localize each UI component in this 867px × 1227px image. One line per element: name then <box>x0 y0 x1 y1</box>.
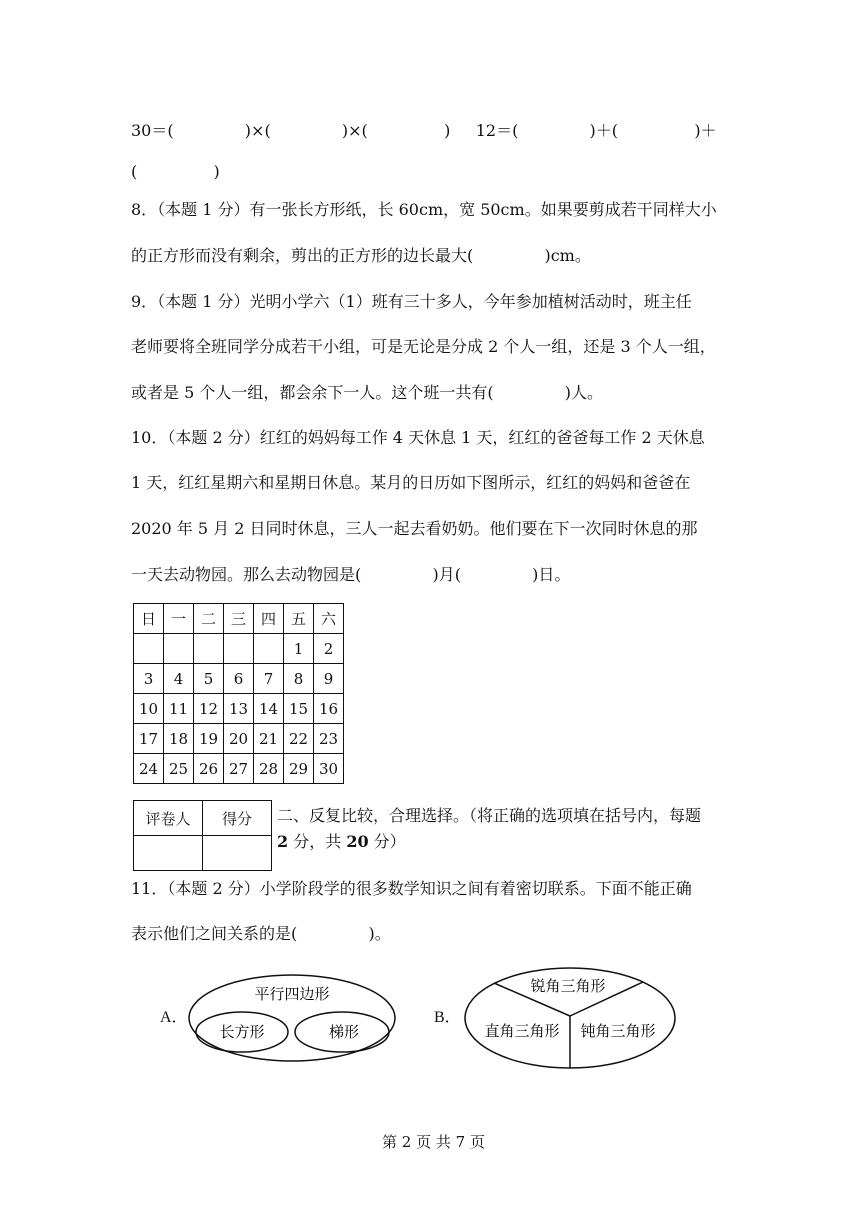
calendar-day-cell <box>194 634 224 664</box>
calendar-header-row <box>134 604 344 634</box>
calendar-day-cell: 23 <box>314 724 344 754</box>
calendar-header-cell: 四 <box>254 604 284 634</box>
option-b-right-label: 钝角三角形 <box>580 1022 656 1040</box>
grader-cell[interactable] <box>134 836 203 871</box>
calendar-week-row <box>134 754 344 784</box>
calendar-day-cell: 5 <box>194 664 224 694</box>
calendar-day-cell: 2 <box>314 634 344 664</box>
option-a-left-label: 长方形 <box>219 1023 265 1041</box>
calendar-header-cell: 三 <box>224 604 254 634</box>
option-b-diagram <box>460 964 680 1074</box>
calendar-day-cell: 21 <box>254 724 284 754</box>
calendar-day-cell: 12 <box>194 694 224 724</box>
calendar-day-cell: 24 <box>134 754 164 784</box>
score-cell[interactable] <box>203 836 272 871</box>
option-a-right-label: 梯形 <box>328 1023 360 1041</box>
calendar-day-cell: 9 <box>314 664 344 694</box>
score-table <box>133 800 272 871</box>
calendar-day-cell: 13 <box>224 694 254 724</box>
calendar-header-cell: 五 <box>284 604 314 634</box>
calendar-header-cell: 六 <box>314 604 344 634</box>
calendar-day-cell <box>134 634 164 664</box>
calendar-table <box>133 603 344 784</box>
calendar-day-cell: 17 <box>134 724 164 754</box>
page-footer: 第 2 页 共 7 页 <box>382 1133 485 1151</box>
calendar-day-cell: 1 <box>284 634 314 664</box>
calendar-day-cell: 19 <box>194 724 224 754</box>
q10-line-4: 一天去动物园。那么去动物园是( )月( )日。 <box>131 565 571 584</box>
grader-header: 评卷人 <box>134 801 203 836</box>
calendar-day-cell: 11 <box>164 694 194 724</box>
q10-line-3: 2020 年 5 月 2 日同时休息，三人一起去看奶奶。他们要在下一次同时休息的那 <box>131 519 698 538</box>
calendar-day-cell: 7 <box>254 664 284 694</box>
section-heading <box>277 803 747 855</box>
section-points-each: 2 <box>277 832 289 851</box>
calendar-day-cell: 28 <box>254 754 284 784</box>
q9-line-2: 老师要将全班同学分成若干小组，可是无论是分成 2 个人一组，还是 3 个人一组， <box>131 337 716 356</box>
calendar-header-cell: 一 <box>164 604 194 634</box>
option-a-outer-label: 平行四边形 <box>254 985 330 1003</box>
score-header: 得分 <box>203 801 272 836</box>
calendar-day-cell: 18 <box>164 724 194 754</box>
calendar-header-cell: 二 <box>194 604 224 634</box>
q7-line-1: 30＝( )×( )×( ) 12＝( )＋( )＋ <box>131 121 717 140</box>
calendar-week-row <box>134 694 344 724</box>
q7-line-2: ( ) <box>131 162 220 181</box>
q11-line-1: 11．（本题 2 分）小学阶段学的很多数学知识之间有着密切联系。下面不能正确 <box>131 879 692 898</box>
q10-line-2: 1 天，红红星期六和星期日休息。某月的日历如下图所示，红红的妈妈和爸爸在 <box>131 473 691 492</box>
calendar-day-cell: 15 <box>284 694 314 724</box>
q8-line-1: 8．（本题 1 分）有一张长方形纸，长 60cm，宽 50cm。如果要剪成若干同样大小 <box>131 200 717 219</box>
q9-line-1: 9．（本题 1 分）光明小学六（1）班有三十多人，今年参加植树活动时，班主任 <box>131 292 692 311</box>
option-a-label: A． <box>160 1009 188 1026</box>
calendar-day-cell: 3 <box>134 664 164 694</box>
option-b-top-label: 锐角三角形 <box>530 977 606 995</box>
q8-line-2: 的正方形而没有剩余，剪出的正方形的边长最大( )cm。 <box>131 246 591 265</box>
section-title: 二、反复比较，合理选择。（将正确的选项填在括号内，每题 <box>277 806 702 825</box>
q10-line-1: 10．（本题 2 分）红红的妈妈每工作 4 天休息 1 天，红红的爸爸每工作 2 天休息 <box>131 428 705 447</box>
section-mid: 分，共 <box>288 832 347 851</box>
calendar-day-cell: 8 <box>284 664 314 694</box>
calendar-day-cell: 20 <box>224 724 254 754</box>
calendar-day-cell: 16 <box>314 694 344 724</box>
section-points-total: 20 <box>346 832 369 851</box>
calendar-day-cell <box>164 634 194 664</box>
calendar-week-row <box>134 664 344 694</box>
option-b-left-label: 直角三角形 <box>484 1022 560 1040</box>
calendar-week-row <box>134 634 344 664</box>
calendar-day-cell: 22 <box>284 724 314 754</box>
calendar-day-cell: 4 <box>164 664 194 694</box>
calendar-day-cell: 14 <box>254 694 284 724</box>
calendar-day-cell <box>254 634 284 664</box>
section-end: 分） <box>368 832 406 851</box>
option-b-label: B． <box>434 1009 461 1026</box>
q11-line-2: 表示他们之间关系的是( )。 <box>131 924 391 943</box>
calendar-day-cell <box>224 634 254 664</box>
calendar-header-cell: 日 <box>134 604 164 634</box>
calendar-day-cell: 26 <box>194 754 224 784</box>
calendar-day-cell: 25 <box>164 754 194 784</box>
q9-line-3: 或者是 5 个人一组，都会余下一人。这个班一共有( )人。 <box>131 383 604 402</box>
calendar-week-row <box>134 724 344 754</box>
option-a-diagram <box>185 972 405 1072</box>
calendar-day-cell: 30 <box>314 754 344 784</box>
calendar-day-cell: 10 <box>134 694 164 724</box>
calendar-day-cell: 29 <box>284 754 314 784</box>
calendar-day-cell: 27 <box>224 754 254 784</box>
calendar-day-cell: 6 <box>224 664 254 694</box>
